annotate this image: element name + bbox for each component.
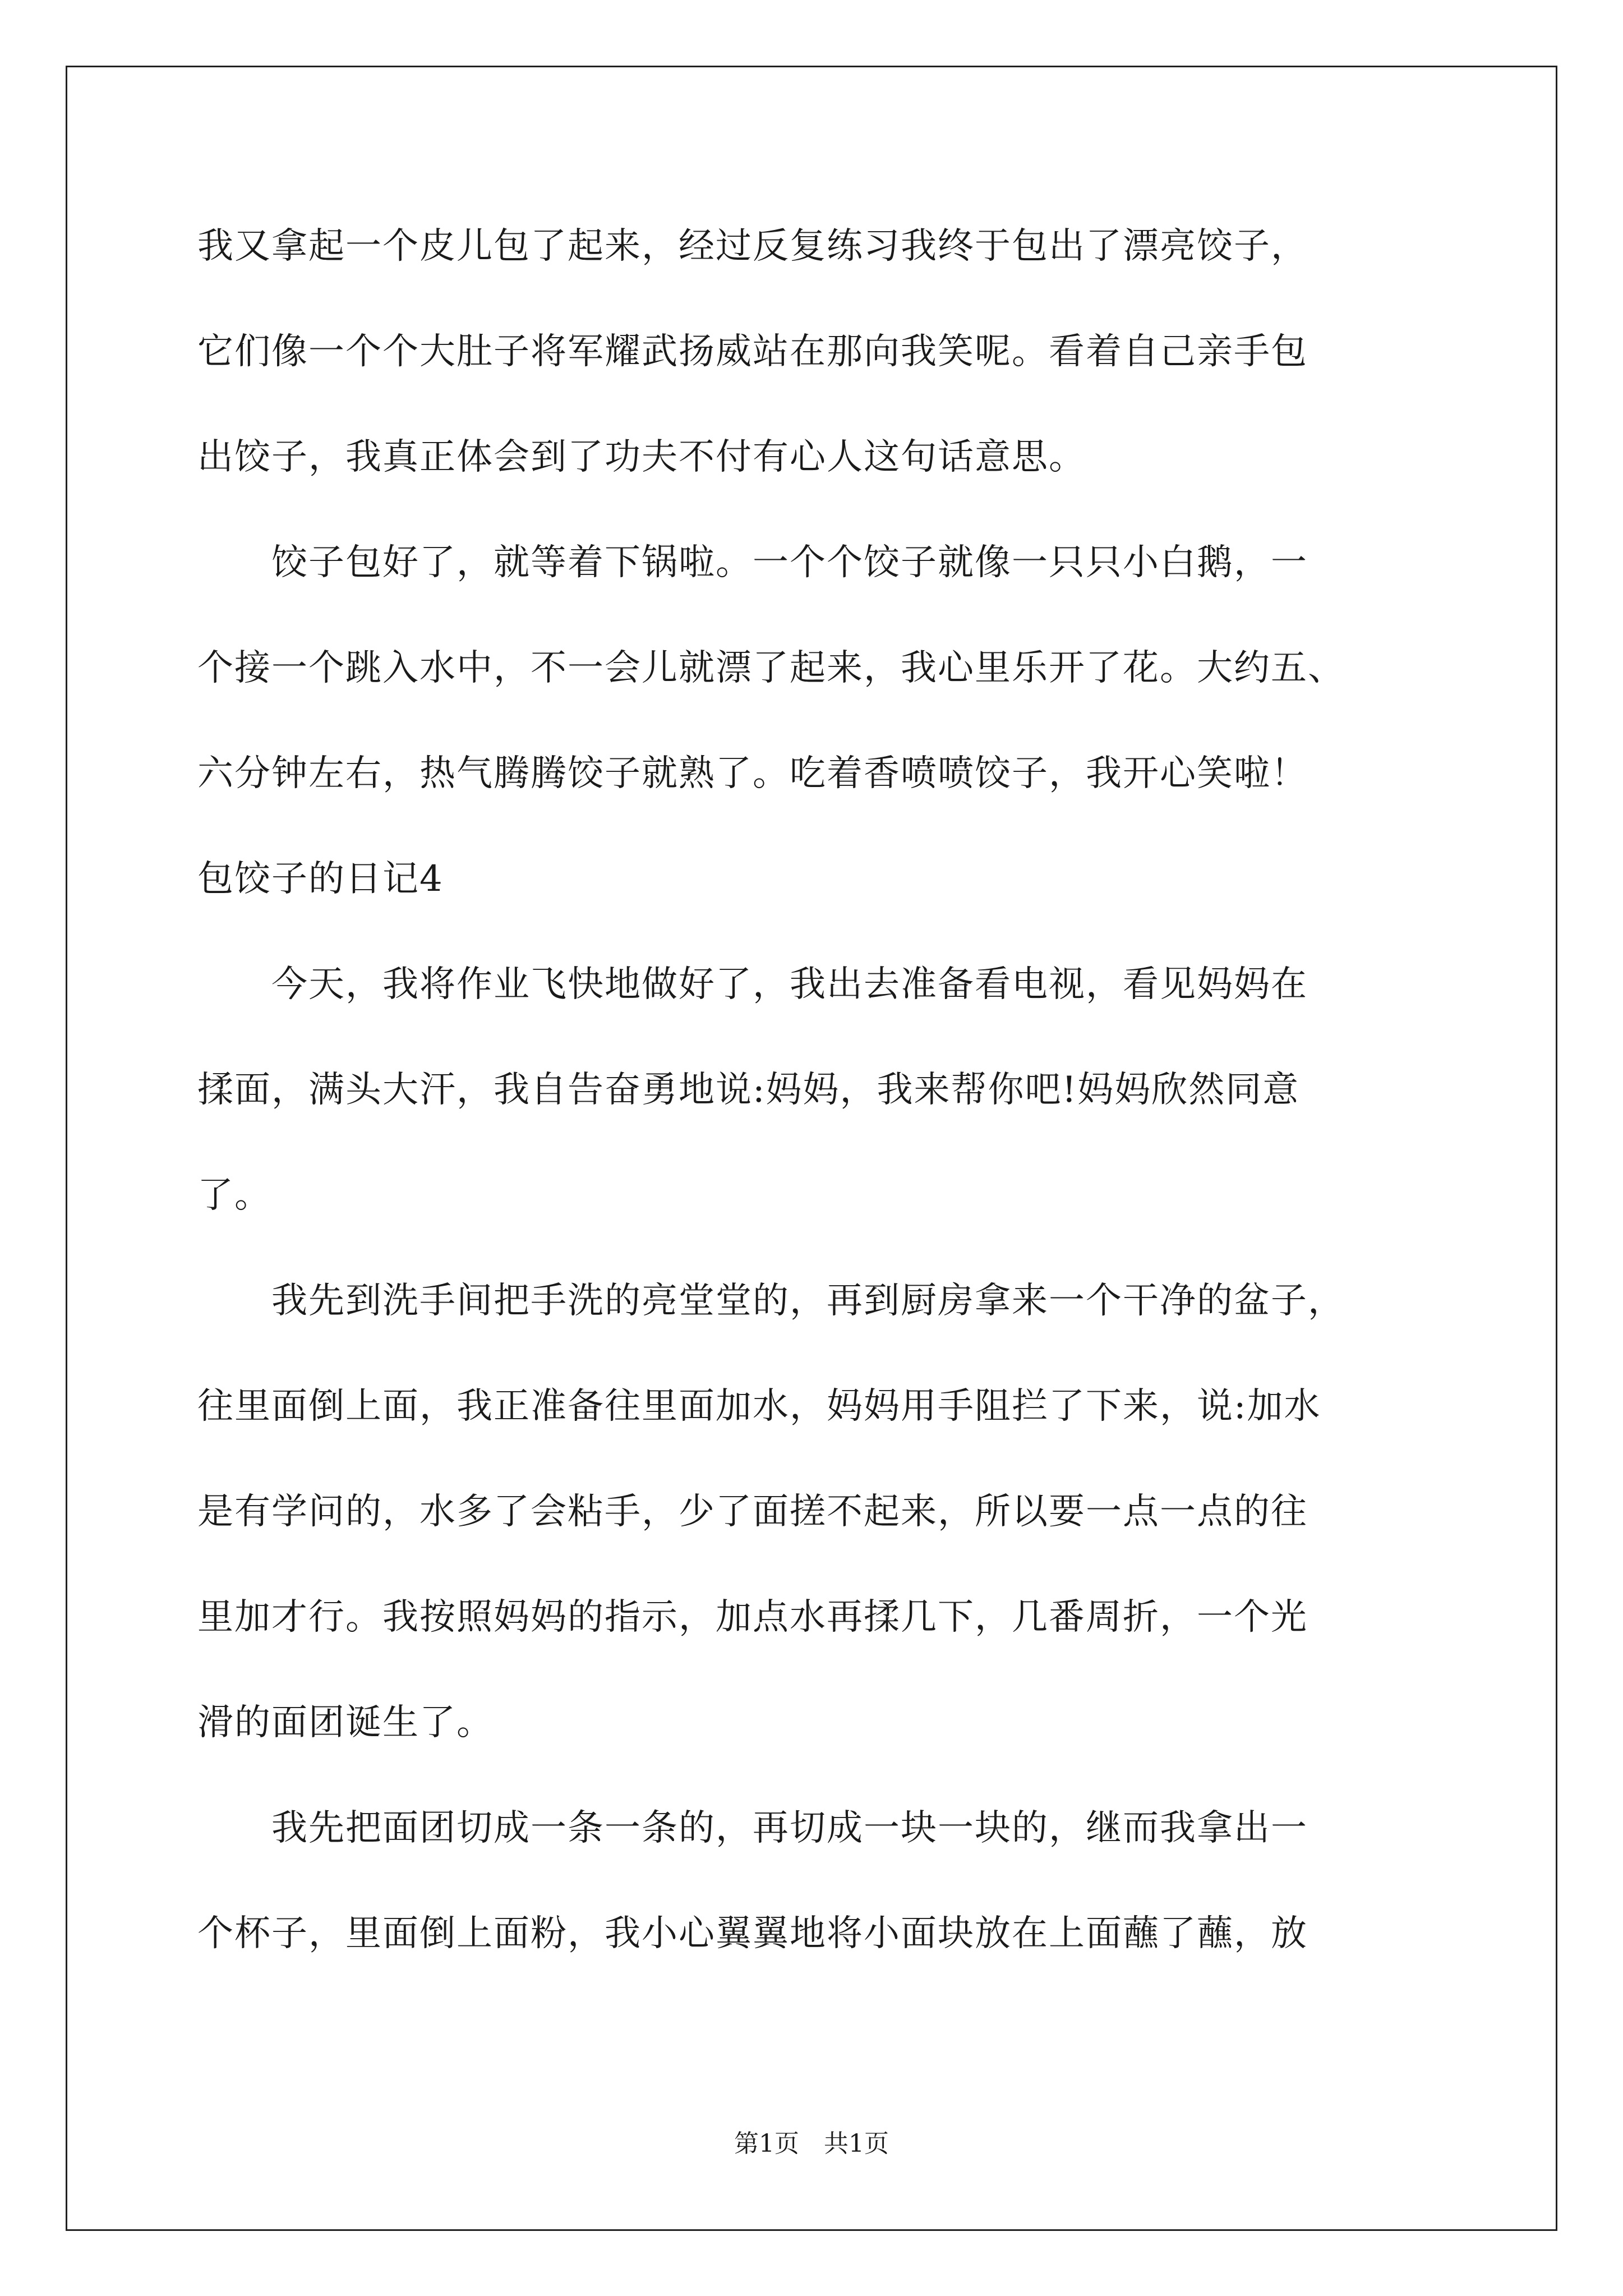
text-line: 个接一个跳入水中，不一会儿就漂了起来，我心里乐开了花。大约五、 <box>197 647 1345 689</box>
text-line: 我又拿起一个皮儿包了起来，经过反复练习我终于包出了漂亮饺子， <box>197 226 1308 267</box>
text-line: 饺子包好了，就等着下锅啦。一个个饺子就像一只只小白鹅，一 <box>197 542 1308 583</box>
text-line: 我先把面团切成一条一条的，再切成一块一块的，继而我拿出一 <box>197 1807 1308 1849</box>
text-line: 它们像一个个大肚子将军耀武扬威站在那向我笑呢。看着自己亲手包 <box>197 331 1308 372</box>
text-line: 今天，我将作业飞快地做好了，我出去准备看电视，看见妈妈在 <box>197 964 1308 1005</box>
text-line: 了。 <box>197 1175 271 1216</box>
text-line: 是有学问的，水多了会粘手，少了面搓不起来，所以要一点一点的往 <box>197 1491 1308 1533</box>
text-line: 往里面倒上面，我正准备往里面加水，妈妈用手阻拦了下来，说:加水 <box>197 1386 1321 1427</box>
text-line: 出饺子，我真正体会到了功夫不付有心人这句话意思。 <box>197 436 1086 478</box>
text-line: 我先到洗手间把手洗的亮堂堂的，再到厨房拿来一个干净的盆子， <box>197 1280 1345 1322</box>
text-line: 个杯子，里面倒上面粉，我小心翼翼地将小面块放在上面蘸了蘸，放 <box>197 1913 1308 1954</box>
page-footer: 第1页 共1页 <box>734 2129 889 2158</box>
text-line: 六分钟左右，热气腾腾饺子就熟了。吃着香喷喷饺子，我开心笑啦！ <box>197 753 1308 794</box>
text-line: 里加才行。我按照妈妈的指示，加点水再揉几下，几番周折，一个光 <box>197 1596 1308 1638</box>
text-line: 揉面，满头大汗，我自告奋勇地说:妈妈，我来帮你吧!妈妈欣然同意 <box>197 1069 1300 1111</box>
document-body <box>197 194 1431 1986</box>
text-line: 滑的面团诞生了。 <box>197 1702 494 1743</box>
section-heading: 包饺子的日记4 <box>197 858 444 900</box>
